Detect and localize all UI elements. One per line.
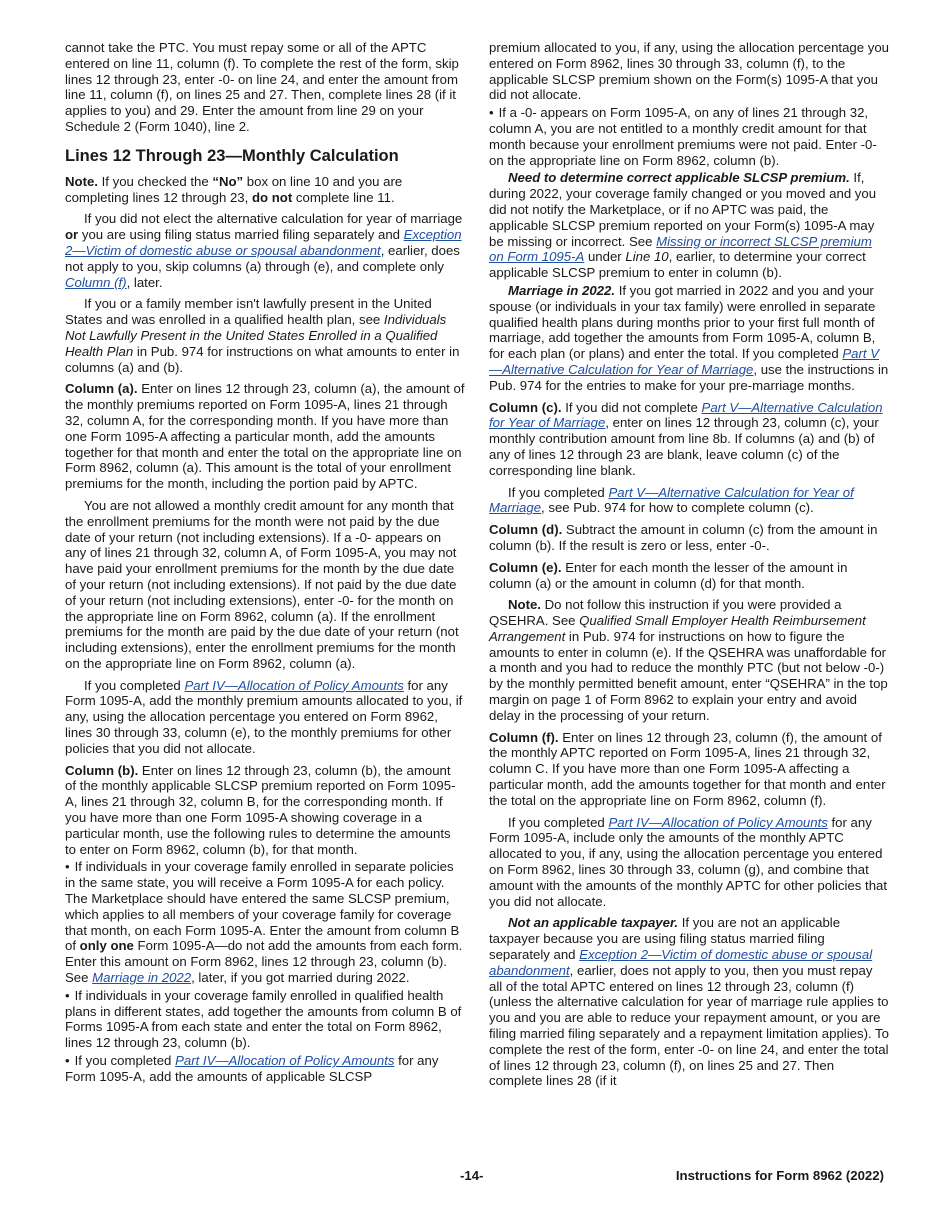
part-v-link-2[interactable]: Part V—Alternative Calculation for Year of Marriage (489, 399, 883, 431)
not-lawfully-present-paragraph: If you or a family member isn't lawfully present in the United States and was enrolled in a qualified health plan, see Individuals Not Lawfully Present in the United States Enrolled in a Qualified Health Plan in Pub. 974 for instructions on what amounts to enter in columns (a) and (b). (65, 296, 460, 375)
part-v-link-3[interactable]: Part V—Alternative Calculation for Year of Marriage (489, 484, 854, 516)
intro-paragraph: cannot take the PTC. You must repay some or all of the APTC entered on line 11, column (f). To complete the rest of the form, skip lines 12 through 23, enter -0- on line 24, and enter the amount from line 11, column (f), on lines 25 and 27. Then, complete lines 28 (if it applies to you) and 29. Enter the amount from line 29 on your Schedule 2 (Form 1040), line 2. (65, 40, 459, 134)
column-b-paragraph: Column (b). Enter on lines 12 through 23, column (b), the amount of the monthly applicable SLCSP premium reported on Form 1095-A, lines 21 through 32, column B, for the corresponding month. If you have more than one Form 1095-A showing coverage in a particular month, use the following rules to determine the amounts to enter on Form 8962, column (b), for that month. (65, 762, 456, 857)
bullet-separate-policies: • If individuals in your coverage family enrolled in separate policies in the same state, you will receive a Form 1095-A for each policy. The Marketplace should have entered the same SLCSP premium, which applies to all members of your coverage family for coverage that month, on each Form 1095-A. Enter the amount from column B of only one Form 1095-A—do not add the amounts from each form. Enter this amount on Form 8962, lines 12 through 23, column (b). See Marriage in 2022, later, if you got married during 2022. (65, 859, 465, 985)
column-f-paragraph: Column (f). Enter on lines 12 through 23, column (f), the amount of the monthly APTC reported on Form 1095-A, lines 21 through 32, column C. If you have more than one Form 1095-A affecting a particular month, add the amounts together for that month and enter the total on the appropriate line on Form 8962, column (f). (489, 729, 886, 808)
column-c-label: Column (c). (489, 399, 562, 415)
missing-slcsp-link[interactable]: Missing or incorrect SLCSP premium on Form 1095-A (489, 233, 872, 265)
column-d-paragraph: Column (d). Subtract the amount in column (c) from the amount in column (b). If the result is zero or less, enter -0-. (489, 522, 878, 553)
column-a-label: Column (a). (65, 381, 138, 397)
need-slcsp-label: Need to determine correct applicable SLCSP premium. (508, 170, 850, 186)
column-f-label: Column (f). (489, 729, 559, 745)
footer-title: Instructions for Form 8962 (2022) (675, 1168, 884, 1183)
marriage-in-2022-link[interactable]: Marriage in 2022 (92, 970, 192, 986)
bullet-zero-premium: • If a -0- appears on Form 1095-A, on any of lines 21 through 32, column A, you are not entitled to a monthly credit amount for that month because your enrollment premiums were not paid. Enter -0- on the appropriate line on Form 8962, column (b). (489, 105, 889, 168)
premiums-not-paid-paragraph: You are not allowed a monthly credit amount for any month that the enrollment premiums for the month were not paid by the due date of your return (not including extensions). If a -0- appears on any of lines 21 through 32, column A, of Form 1095-A, you may not have paid your enrollment premiums for the month by the due date of your return (not including extensions). If not paid by the due date of your return (not including extensions), enter -0- for the month on the appropriate line on Form 8962, column (a). If the enrollment premiums for the month are paid by the due date of your return (not including extensions), enter the enrollment premiums for the month on the appropriate line on Form 8962, column (a). (65, 497, 459, 671)
part-iv-link[interactable]: Part IV—Allocation of Policy Amounts (184, 677, 404, 693)
section-heading: Lines 12 Through 23—Monthly Calculation (65, 146, 399, 165)
need-slcsp-paragraph: Need to determine correct applicable SLCSP premium. If, during 2022, your coverage family changed or you moved and you did not notify the Marketplace, or if no APTC was paid, the applicable SLCSP premium reported on your Form(s) 1095-A may be missing or incorrect. See Missing or incorrect SLCSP premium on Form 1095-A under Line 10, earlier, to determine your correct applicable SLCSP premium to enter in column (b). (489, 170, 877, 281)
page-number: -14- (460, 1168, 484, 1183)
not-applicable-label: Not an applicable taxpayer. (508, 915, 679, 931)
column-c-paragraph: Column (c). If you did not complete Part V—Alternative Calculation for Year of Marriage, enter on lines 12 through 23, column (c), your monthly contribution amount from line 8b. If columns (a) and (b) of any of lines 12 through 23 are blank, leave column (c) of the corresponding line blank. (489, 399, 883, 478)
not-applicable-taxpayer-paragraph: Not an applicable taxpayer. If you are not an applicable taxpayer because you are using filing status married filing separately and Exception 2—Victim of domestic abuse or spousal abandonment, earlier, does not apply to you, then you must repay all of the total APTC entered on lines 12 through 23, column (f) (unless the alternative calculation for year of marriage rule applies to you and you are able to reduce your repayment amount, or you are filing married filing separately and a repayment limitation applies). To complete the rest of the form, enter -0- on line 24, and enter the total of lines 12 through 23, column (f), on lines 25 and 27. Then complete lines 28 (if it (489, 915, 889, 1089)
exception-2-link[interactable]: Exception 2—Victim of domestic abuse or spousal abandonment (65, 227, 462, 258)
bullet-different-states: • If individuals in your coverage family enrolled in qualified health plans in different states, add together the amounts from column B of Forms 1095-A from each state and enter the total on Form 8962, lines 12 through 23, column (b). (65, 988, 465, 1051)
continued-paragraph: premium allocated to you, if any, using the allocation percentage you entered on Form 8962, lines 30 through 33, column (f), to the applicable SLCSP premium shown on the Form(s) 1095-A that you did not allocate. (489, 40, 890, 103)
alt-calc-paragraph: If you did not elect the alternative calculation for year of marriage or you are using filing status married filing separately and Exception 2—Victim of domestic abuse or spousal abandonment, earlier, does not apply to you, skip columns (a) through (e), and complete only Column (f), later. (65, 211, 463, 290)
part-iv-link-3[interactable]: Part IV—Allocation of Policy Amounts (608, 814, 828, 830)
left-column (65, 40, 465, 1087)
column-e-paragraph: Column (e). Enter for each month the lesser of the amount in column (a) or the amount in column (d) for that month. (489, 559, 848, 591)
column-b-label: Column (b). (65, 762, 139, 778)
exception-2-link-2[interactable]: Exception 2—Victim of domestic abuse or spousal abandonment (489, 947, 873, 978)
bullet-allocation: • If you completed Part IV—Allocation of Policy Amounts for any Form 1095-A, add the amounts of applicable SLCSP (65, 1053, 465, 1085)
marriage-label: Marriage in 2022. (508, 282, 616, 298)
aptc-allocation-paragraph: If you completed Part IV—Allocation of Policy Amounts for any Form 1095-A, include only the amounts of the monthly APTC allocated to you, if any, using the allocation percentage you entered on Form 8962, lines 30 through 33, column (g), and combine that amount with the amounts of the monthly APTC for other policies that you did not allocate. (489, 814, 888, 909)
note-label: Note. (65, 173, 98, 189)
right-column (489, 40, 889, 1095)
qsehra-note-paragraph: Note. Do not follow this instruction if you were provided a QSEHRA. See Qualified Small Employer Health Reimbursement Arrangement in Pub. 974 for instructions on how to figure the amounts to enter in column (e). If the QSEHRA was unaffordable for a month and you had to reduce the monthly PTC (but not below -0-) by the monthly permitted benefit amount, enter “QSEHRA” in the top margin on page 1 of Form 8962 to explain your entry and avoid delay in the processing of your return. (489, 597, 888, 723)
note-paragraph: Note. If you checked the “No” box on line 10 and you are completing lines 12 through 23, do not complete line 11. (65, 173, 403, 205)
marriage-paragraph: Marriage in 2022. If you got married in 2022 and you and your spouse (or individuals in your tax family) were enrolled in separate qualified health plans during months prior to your first full month of marriage, add together the amounts from Form 1095-A, column B, for each plan (or plans) and enter the total. If you completed Part V—Alternative Calculation for Year of Marriage, use the instructions in Pub. 974 for the entries to make for your pre-marriage months. (489, 282, 889, 393)
column-d-label: Column (d). (489, 522, 563, 538)
column-f-link[interactable]: Column (f) (65, 274, 127, 290)
column-a-paragraph: Column (a). Enter on lines 12 through 23, column (a), the amount of the monthly premiums reported on Form 1095-A, lines 21 through 32, column A, for the corresponding month. If you have more than one Form 1095-A affecting a particular month, add the amounts together for that month and enter the total on the appropriate line on Form 8962, column (a). This amount is the total of your enrollment premiums for the month, including the portion paid by APTC. (65, 381, 465, 492)
column-e-label: Column (e). (489, 559, 562, 575)
part-iv-link-2[interactable]: Part IV—Allocation of Policy Amounts (175, 1053, 395, 1069)
qsehra-note-label: Note. (508, 597, 541, 613)
part-v-paragraph: If you completed Part V—Alternative Calculation for Year of Marriage, see Pub. 974 for how to complete column (c). (489, 484, 854, 516)
part-v-link[interactable]: Part V—Alternative Calculation for Year of Marriage (489, 346, 879, 377)
allocation-paragraph: If you completed Part IV—Allocation of Policy Amounts for any Form 1095-A, add the monthly premium amounts allocated to you, if any, using the allocation percentage you entered on Form 8962, lines 30 through 33, column (e), to the monthly premiums for other policies that you did not allocate. (65, 677, 463, 756)
